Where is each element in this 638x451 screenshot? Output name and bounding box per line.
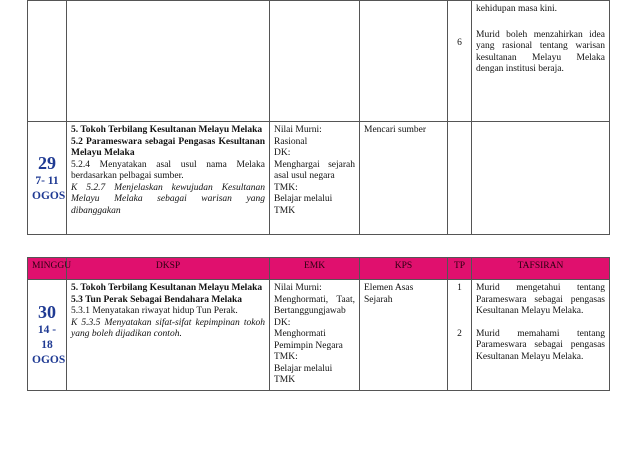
week-cell [28,280,67,391]
week-number: 29 [38,153,56,173]
dksp-subtitle: 5.2 Parameswara sebagai Pengasas Kesultanan Melayu Melaka [71,136,265,158]
header-tp: TP [448,258,472,280]
emk-tmk-label: TMK: [274,352,298,362]
emk-tmk-label: TMK: [274,182,298,193]
emk-nilai-label: Nilai Murni: [274,125,322,135]
lesson-plan-table-week-30 [27,257,610,391]
tp-cell [448,1,472,122]
emk-tmk-value: Belajar melalui TMK [274,194,333,216]
tp-cell [448,122,472,235]
dksp-subtitle: 5.3 Tun Perak Sebagai Bendahara Melaka [71,294,243,305]
dksp-cell [67,280,270,391]
emk-nilai-value: Rasional [274,136,308,147]
kps-line-1: Elemen Asas [364,283,414,293]
emk-dk-label: DK: [274,148,291,158]
emk-nilai-value: Menghormati, Taat, Bertanggungjawab [274,294,355,316]
emk-cell [270,1,360,122]
emk-tmk-value: Belajar melalui TMK [274,363,333,385]
dksp-cell [67,122,270,235]
table-row [28,280,610,391]
tafsiran-prev-text: kehidupan masa kini. [476,4,557,14]
dksp-standard: 5.2.4 Menyatakan asal usul nama Melaka berdasarkan pelbagai sumber. [71,159,265,181]
emk-dk-value: Menghargai sejarah asal usul negara [274,159,355,181]
kps-cell [360,280,448,391]
dksp-k-standard: K 5.3.5 Menyatakan sifat-sifat kepimpinan tokoh yang boleh dijadikan contoh. [71,317,265,339]
header-kps: KPS [360,258,448,280]
tp-cell [448,280,472,391]
lesson-plan-table-week-29 [27,0,610,235]
kps-line-2: Sejarah [364,294,393,305]
tp-value-1: 1 [457,283,462,293]
header-emk: EMK [270,258,360,280]
tafsiran-cell [472,280,610,391]
table-row [28,1,610,122]
tafsiran-text: Murid boleh menzahirkan idea yang rasional tentang warisan kesultanan Melayu Melaka dengan institusi beraja. [476,29,605,74]
header-dksp: DKSP [67,258,270,280]
header-tafsiran: TAFSIRAN [472,258,610,280]
tafsiran-cell [472,1,610,122]
tafsiran-text-1: Murid mengetahui tentang Parameswara sebagai pengasas Kesultanan Melayu Melaka. [476,283,605,316]
tp-value-2: 2 [457,328,462,339]
emk-nilai-label: Nilai Murni: [274,283,322,293]
emk-cell [270,280,360,391]
minggu-cell [28,1,67,122]
dksp-title: 5. Tokoh Terbilang Kesultanan Melayu Melaka [71,125,263,135]
header-minggu: MINGGU [28,258,67,280]
dksp-title: 5. Tokoh Terbilang Kesultanan Melayu Melaka [71,283,263,293]
table-header-row [28,258,610,280]
dksp-k-standard: K 5.2.7 Menjelaskan kewujudan Kesultanan Melayu Melaka sebagai warisan yang dibanggakan [71,182,265,216]
week-dates: 7- 11 [35,175,59,187]
table-row [28,122,610,235]
dksp-standard: 5.3.1 Menyatakan riwayat hidup Tun Perak. [71,306,238,316]
week-dates: 14 - 18 [37,324,57,352]
week-number: 30 [38,302,56,323]
emk-cell [270,122,360,235]
tafsiran-text-2: Murid memahami tentang Parameswara sebagai pengasas Kesultanan Melayu Melaka. [476,328,605,362]
tafsiran-cell [472,122,610,235]
kps-cell [360,122,448,235]
emk-dk-value: Menghormati Pemimpin Negara [274,329,343,351]
week-month: OGOS [32,190,66,202]
week-month: OGOS [32,354,66,367]
dksp-cell [67,1,270,122]
week-cell [28,122,67,235]
emk-dk-label: DK: [274,317,291,328]
kps-text: Mencari sumber [364,125,426,135]
kps-cell [360,1,448,122]
tp-value: 6 [457,38,462,48]
